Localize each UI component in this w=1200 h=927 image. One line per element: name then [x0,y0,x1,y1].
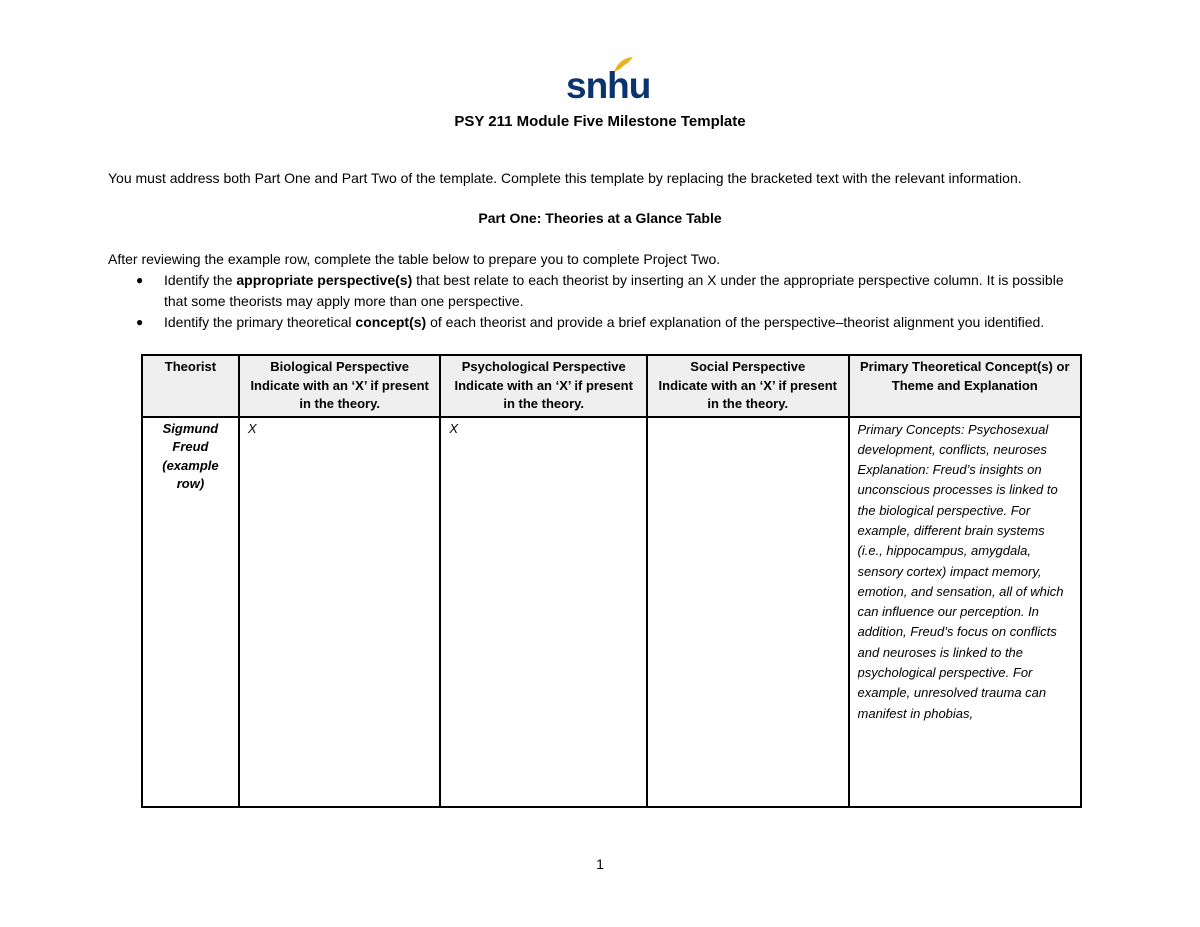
logo-text: snhu [566,65,651,106]
header-social: Social Perspective Indicate with an ‘X’ if present in the theory. [647,355,849,417]
header-theorist: Theorist [142,355,239,417]
concepts-label: Primary Concepts: Psychosexual development, conflicts, neuroses [857,421,1049,457]
cell-psychological[interactable]: X [440,417,647,807]
table-row [142,417,1081,807]
part-one-heading: Part One: Theories at a Glance Table [478,210,722,226]
explanation-text: Explanation: Freud’s insights on unconscious processes is linked to the biological perspective. For example, different brain systems (i.e., hippocampus, amygdala, sensory cortex) impact memory, emotion, and sensation, all of which can influence our perception. In addition, Freud’s focus on conflicts and neuroses is linked to the psychological perspective. For example, unresolved trauma can manifest in phobias, [857,462,1064,721]
document-title: PSY 211 Module Five Milestone Template [454,113,746,130]
page-number: 1 [596,856,604,872]
cell-biological[interactable]: X [239,417,441,807]
list-item: ● Identify the appropriate perspective(s) that best relate to each theorist by inserting an X under the appropriate perspective column. It is possible that some theorists may apply more than one perspective. [136,272,1064,309]
cell-theorist[interactable]: Sigmund Freud (example row) [142,417,239,807]
header-biological: Biological Perspective Indicate with an ‘X’ if present in the theory. [239,355,441,417]
instruction-list [108,270,1068,333]
instructions-paragraph: After reviewing the example row, complete the table below to prepare you to complete Project Two. [108,251,721,267]
theories-table [141,354,1082,808]
snhu-logo [564,56,651,106]
table-header-row [142,355,1081,417]
cell-social[interactable] [647,417,849,807]
cell-concept[interactable] [849,417,1081,807]
header-psychological: Psychological Perspective Indicate with an ‘X’ if present in the theory. [440,355,647,417]
header-concept: Primary Theoretical Concept(s) or Theme and Explanation [849,355,1081,417]
intro-paragraph: You must address both Part One and Part Two of the template. Complete this template by replacing the bracketed text with the relevant information. [108,170,1022,186]
bullet-icon: ● [136,315,144,329]
list-item: ● Identify the primary theoretical concept(s) of each theorist and provide a brief explanation of the perspective–theorist alignment you identified. [108,312,1068,333]
bullet-icon: ● [136,273,144,287]
